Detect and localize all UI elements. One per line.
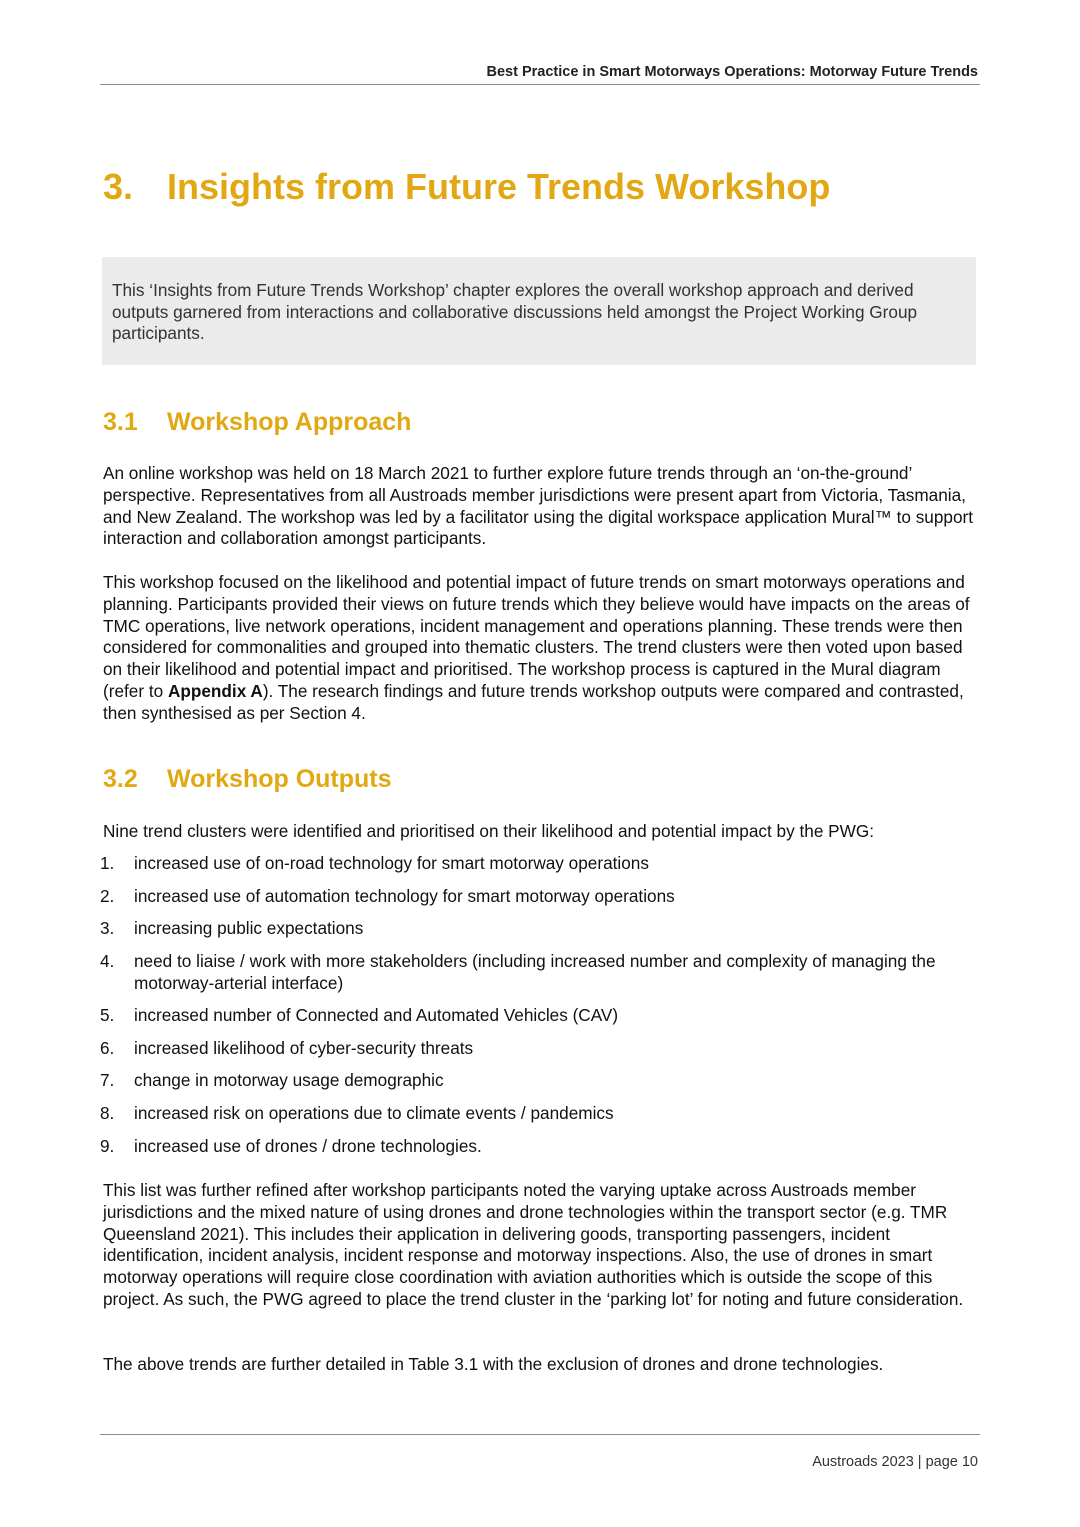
section-heading-workshop-approach [103, 408, 411, 437]
approach-paragraph-2 [103, 572, 983, 725]
list-item [100, 853, 980, 875]
approach-paragraph-2-text-start: This workshop focused on the likelihood and potential impact of future trends on smart motorways operations and planning. Participants provided their views on future trends which they believe would have impacts on the areas of TMC operations, live network operations, incident management and operations planning. These trends were then considered for commonalities and grouped into thematic clusters. The trend clusters were then voted upon based on their likelihood and potential impact and prioritised. The workshop process is captured in the Mural diagram (refer to [103, 572, 970, 701]
list-item [100, 1103, 980, 1125]
approach-paragraph-1: An online workshop was held on 18 March 2021 to further explore future trends through an ‘on-the-ground’ perspective. Representatives from all Austroads member jurisdictions were present apart from Victoria, Tasmania, and New Zealand. The workshop was led by a facilitator using the digital workspace application Mural™ to support interaction and collaboration amongst participants. [103, 463, 974, 549]
approach-paragraph-2-text-end: ). The research findings and future trends workshop outputs were compared and contrasted, then synthesised as per Section 4. [103, 680, 964, 723]
chapter-intro-box [102, 257, 976, 365]
list-item-text: increased use of automation technology for smart motorway operations [134, 885, 675, 906]
outputs-lead-paragraph: Nine trend clusters were identified and prioritised on their likelihood and potential impact by the PWG: [103, 821, 874, 841]
list-item [100, 1005, 980, 1027]
header-divider [100, 84, 980, 85]
list-item [100, 951, 980, 995]
list-item [100, 1038, 980, 1060]
section-title: Workshop Approach [167, 408, 412, 436]
list-item-text: increased likelihood of cyber-security threats [134, 1037, 474, 1058]
list-item-text: increased use of on-road technology for smart motorway operations [134, 853, 649, 873]
list-item-text: change in motorway usage demographic [134, 1070, 444, 1091]
list-item-number: 9. [100, 1135, 115, 1156]
section-number: 3.1 [103, 408, 138, 436]
list-item-number: 6. [100, 1037, 115, 1058]
section-heading-workshop-outputs [103, 765, 392, 794]
list-item-number: 4. [100, 950, 115, 971]
list-item-number: 7. [100, 1070, 115, 1091]
list-item-text: increasing public expectations [134, 918, 364, 939]
list-item [100, 1136, 980, 1158]
list-item-number: 5. [100, 1005, 115, 1026]
footer-divider [100, 1434, 980, 1435]
closing-paragraph: The above trends are further detailed in Table 3.1 with the exclusion of drones and drone technologies. [103, 1354, 884, 1374]
section-number: 3.2 [103, 765, 138, 793]
list-item-text: need to liaise / work with more stakeholders (including increased number and complexity of managing the motorway-arterial interface) [134, 950, 936, 993]
list-item-number: 1. [100, 853, 115, 873]
chapter-title-text: Insights from Future Trends Workshop [167, 166, 831, 207]
page-footer: Austroads 2023 | page 10 [812, 1454, 978, 1470]
refinement-paragraph: This list was further refined after workshop participants noted the varying uptake across Austroads member jurisdictions and the mixed nature of using drones and drone technologies within the transport sector (e.g. TMR Queensland 2021). This includes their application in delivering goods, transporting passengers, incident identification, incident analysis, incident response and motorway inspections. Also, the use of drones in smart motorway operations will require close coordination with aviation authorities which is outside the scope of this project. As such, the PWG agreed to place the trend cluster in the ‘parking lot’ for noting and future consideration. [103, 1180, 964, 1309]
list-item [100, 918, 980, 940]
list-item-text: increased risk on operations due to climate events / pandemics [134, 1102, 614, 1123]
list-item [100, 1070, 980, 1092]
chapter-intro-text: This ‘Insights from Future Trends Workshop’ chapter explores the overall workshop approach and derived outputs garnered from interactions and collaborative discussions held amongst the Project Working Group participants. [112, 280, 918, 343]
section-title: Workshop Outputs [167, 765, 392, 793]
chapter-title [103, 166, 830, 208]
chapter-number: 3. [103, 166, 134, 207]
appendix-a-reference[interactable]: Appendix A [167, 680, 263, 701]
list-item-number: 3. [100, 918, 115, 939]
trend-clusters-list [100, 853, 980, 1168]
list-item [100, 886, 980, 908]
running-header: Best Practice in Smart Motorways Operations: Motorway Future Trends [486, 64, 978, 80]
list-item-number: 2. [100, 885, 115, 906]
list-item-text: increased number of Connected and Automated Vehicles (CAV) [134, 1005, 619, 1026]
list-item-text: increased use of drones / drone technologies. [134, 1135, 482, 1156]
list-item-number: 8. [100, 1102, 115, 1123]
